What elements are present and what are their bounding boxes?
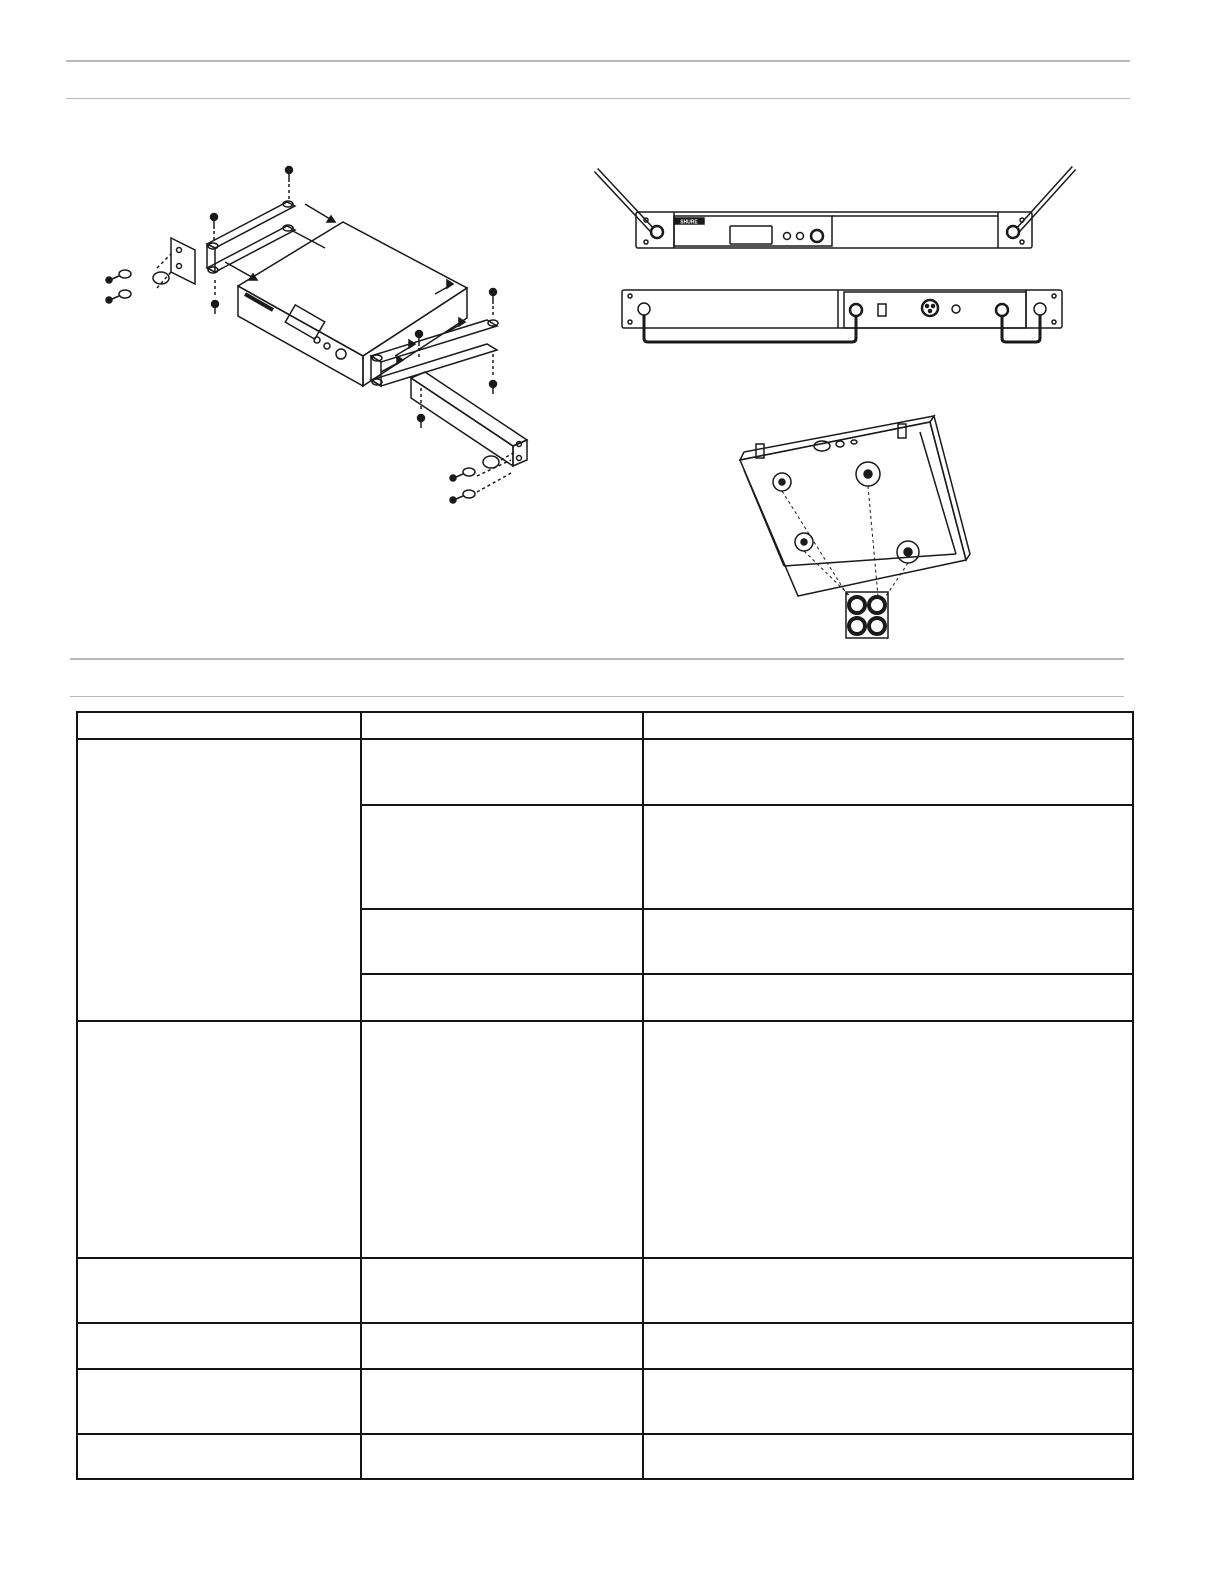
table-cell bbox=[644, 910, 1132, 918]
screw-icon bbox=[450, 496, 463, 503]
screw-icon bbox=[416, 331, 423, 347]
brand-logo: SHURE bbox=[680, 219, 698, 226]
table-cell bbox=[78, 1435, 360, 1443]
section-rule-top bbox=[70, 658, 1124, 660]
table-cell bbox=[362, 975, 642, 983]
table-cell bbox=[644, 1022, 1132, 1030]
washer-icon bbox=[119, 270, 131, 278]
screw-icon bbox=[490, 289, 497, 305]
screw-icon bbox=[106, 276, 119, 283]
table-header-cell bbox=[78, 713, 360, 739]
table-cell bbox=[644, 1435, 1132, 1443]
single-receiver-rack-mount-figure bbox=[95, 160, 545, 520]
screw-icon bbox=[211, 214, 218, 230]
dual-rack-rear-panel-figure bbox=[618, 284, 1066, 354]
screw-icon bbox=[106, 296, 119, 303]
header-rule-bottom bbox=[66, 98, 1130, 99]
table-cell bbox=[78, 1370, 360, 1378]
table-cell bbox=[78, 1259, 360, 1267]
table-column-divider bbox=[360, 713, 362, 1478]
section-rule-bottom bbox=[70, 696, 1124, 697]
table-cell bbox=[644, 1259, 1132, 1267]
table-cell bbox=[362, 806, 642, 814]
table-cell bbox=[362, 1324, 642, 1332]
table-cell bbox=[644, 975, 1132, 983]
rubber-foot-icon bbox=[869, 618, 885, 634]
table-cell bbox=[362, 740, 642, 748]
rubber-foot-icon bbox=[849, 618, 865, 634]
table-header-cell bbox=[362, 713, 642, 739]
screw-icon bbox=[418, 415, 425, 429]
table-cell bbox=[644, 740, 1132, 748]
dual-rack-front-panel-figure bbox=[590, 160, 1080, 255]
troubleshooting-table bbox=[76, 711, 1134, 1480]
table-cell bbox=[78, 740, 360, 748]
screw-icon bbox=[212, 280, 219, 314]
rubber-foot-icon bbox=[849, 597, 865, 613]
rubber-foot-icon bbox=[869, 597, 885, 613]
table-cell bbox=[362, 1435, 642, 1443]
table-header-cell bbox=[644, 713, 1134, 739]
table-cell bbox=[644, 1370, 1132, 1378]
washer-icon bbox=[463, 490, 475, 498]
screw-icon bbox=[286, 167, 293, 183]
table-cell bbox=[78, 1022, 360, 1030]
table-cell bbox=[362, 1370, 642, 1378]
table-cell bbox=[644, 1324, 1132, 1332]
washer-icon bbox=[119, 290, 131, 298]
receiver-underside-feet-figure bbox=[730, 412, 975, 644]
screw-icon bbox=[490, 381, 497, 395]
table-cell bbox=[362, 1259, 642, 1267]
screw-icon bbox=[450, 474, 463, 481]
table-cell bbox=[362, 910, 642, 918]
table-cell bbox=[644, 806, 1132, 814]
washer-icon bbox=[463, 468, 475, 476]
header-rule-top bbox=[66, 60, 1130, 62]
table-column-divider bbox=[642, 713, 644, 1478]
table-cell bbox=[78, 1324, 360, 1332]
table-cell bbox=[362, 1022, 642, 1030]
